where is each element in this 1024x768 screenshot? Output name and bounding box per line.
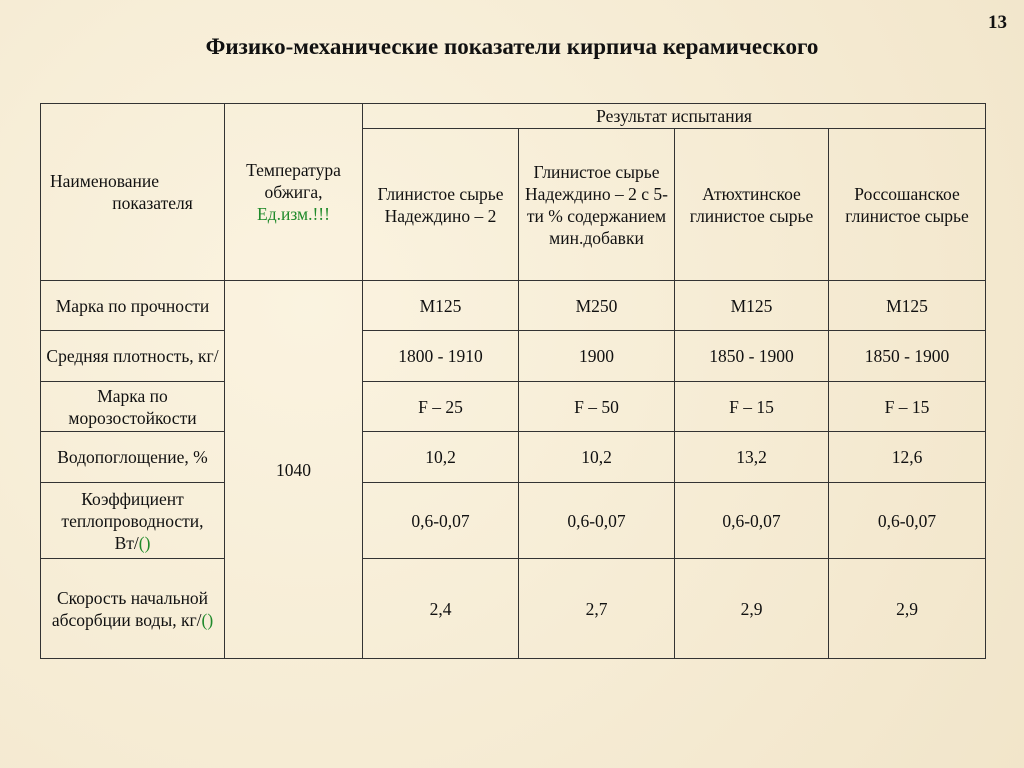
header-col-1: Глинистое сырье Надеждино – 2 [363, 129, 519, 281]
table-row [41, 331, 986, 382]
cell: 1900 [519, 331, 675, 382]
row-unit-suffix: () [201, 609, 214, 630]
row-name: Марка по прочности [41, 281, 225, 331]
table-row [41, 559, 986, 659]
table-row [41, 281, 986, 331]
cell: 2,9 [829, 559, 986, 659]
row-unit-suffix: () [138, 532, 151, 553]
cell: М250 [519, 281, 675, 331]
cell: 1850 - 1900 [829, 331, 986, 382]
page-title: Физико-механические показатели кирпича керамического [205, 34, 819, 59]
row-name [41, 559, 225, 659]
cell: 10,2 [519, 432, 675, 483]
cell: 0,6-0,07 [829, 483, 986, 559]
row-name-text: Скорость начальной абсорбции воды, кг/ [51, 587, 209, 630]
cell: М125 [829, 281, 986, 331]
cell: F – 25 [363, 382, 519, 432]
row-name-text: Коэффициент теплопроводности, Вт/ [61, 488, 204, 553]
table-row [41, 432, 986, 483]
cell: 12,6 [829, 432, 986, 483]
cell: 1850 - 1900 [675, 331, 829, 382]
header-name-line2: показателя [112, 193, 193, 213]
row-name: Средняя плотность, кг/ [41, 331, 225, 382]
cell: 0,6-0,07 [519, 483, 675, 559]
cell: 13,2 [675, 432, 829, 483]
cell: М125 [363, 281, 519, 331]
header-col-2: Глинистое сырье Надеждино – 2 с 5-ти % содержанием мин.добавки [519, 129, 675, 281]
table-row [41, 382, 986, 432]
cell: 2,7 [519, 559, 675, 659]
cell: F – 15 [829, 382, 986, 432]
header-name-line1: Наименование [50, 171, 160, 191]
header-temperature [225, 104, 363, 281]
row-name: Марка по морозостойкости [41, 382, 225, 432]
cell: 2,9 [675, 559, 829, 659]
table-row [41, 483, 986, 559]
header-indicator-name [41, 104, 225, 281]
cell: 2,4 [363, 559, 519, 659]
cell: F – 50 [519, 382, 675, 432]
cell: F – 15 [675, 382, 829, 432]
header-temperature-unit: Ед.изм.!!! [257, 204, 330, 224]
cell: 0,6-0,07 [363, 483, 519, 559]
temperature-value: 1040 [225, 281, 363, 659]
row-name [41, 483, 225, 559]
cell: М125 [675, 281, 829, 331]
cell: 1800 - 1910 [363, 331, 519, 382]
header-col-4: Россошанское глинистое сырье [829, 129, 986, 281]
properties-table [40, 103, 986, 659]
cell: 10,2 [363, 432, 519, 483]
page-number: 13 [988, 12, 1007, 33]
header-temperature-text: Температура обжига, [246, 160, 341, 202]
header-result: Результат испытания [363, 104, 986, 129]
row-name: Водопоглощение, % [41, 432, 225, 483]
header-col-3: Атюхтинское глинистое сырье [675, 129, 829, 281]
cell: 0,6-0,07 [675, 483, 829, 559]
